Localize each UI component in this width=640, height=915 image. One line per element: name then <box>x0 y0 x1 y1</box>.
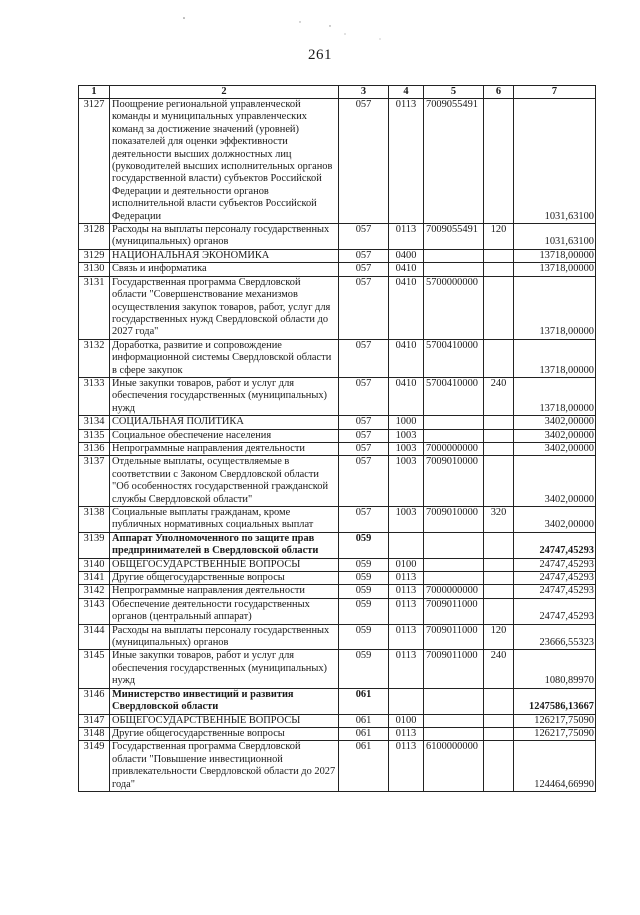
table-row <box>79 249 596 262</box>
row-admin-code: 059 <box>339 650 389 688</box>
row-target-article: 7000000000 <box>424 585 484 598</box>
row-expense-type: 320 <box>484 507 514 533</box>
row-expense-type <box>484 598 514 624</box>
table-row <box>79 624 596 650</box>
row-amount: 3402,00000 <box>514 507 596 533</box>
row-amount: 1080,89970 <box>514 650 596 688</box>
row-name: Обеспечение деятельности государственных органов (центральный аппарат) <box>110 598 339 624</box>
row-section-code: 0410 <box>389 276 424 339</box>
row-amount: 24747,45293 <box>514 585 596 598</box>
table-row <box>79 558 596 571</box>
row-section-code: 1003 <box>389 507 424 533</box>
row-expense-type: 120 <box>484 224 514 250</box>
row-target-article: 7009011000 <box>424 598 484 624</box>
row-admin-code: 059 <box>339 598 389 624</box>
col-header-6: 6 <box>484 86 514 99</box>
row-section-code: 0113 <box>389 741 424 792</box>
row-amount: 126217,75090 <box>514 714 596 727</box>
row-number: 3132 <box>79 339 110 377</box>
table-row <box>79 714 596 727</box>
row-expense-type <box>484 442 514 455</box>
row-admin-code: 059 <box>339 624 389 650</box>
row-target-article: 5700410000 <box>424 377 484 415</box>
row-amount: 126217,75090 <box>514 727 596 740</box>
row-section-code: 0100 <box>389 558 424 571</box>
row-amount: 24747,45293 <box>514 532 596 558</box>
table-row <box>79 572 596 585</box>
row-target-article: 7009011000 <box>424 650 484 688</box>
row-section-code <box>389 688 424 714</box>
row-target-article: 7009055491 <box>424 99 484 224</box>
row-section-code: 0113 <box>389 727 424 740</box>
row-admin-code: 057 <box>339 224 389 250</box>
row-number: 3149 <box>79 741 110 792</box>
row-expense-type <box>484 585 514 598</box>
row-section-code: 0113 <box>389 585 424 598</box>
row-name: Расходы на выплаты персоналу государственных (муниципальных) органов <box>110 224 339 250</box>
row-expense-type <box>484 249 514 262</box>
row-section-code: 1003 <box>389 456 424 507</box>
row-section-code: 1000 <box>389 416 424 429</box>
row-admin-code: 061 <box>339 714 389 727</box>
row-section-code: 0113 <box>389 572 424 585</box>
row-target-article <box>424 558 484 571</box>
row-number: 3147 <box>79 714 110 727</box>
col-header-3: 3 <box>339 86 389 99</box>
row-expense-type <box>484 727 514 740</box>
row-section-code: 0113 <box>389 99 424 224</box>
table-row <box>79 429 596 442</box>
row-expense-type <box>484 558 514 571</box>
row-number: 3143 <box>79 598 110 624</box>
table-row <box>79 339 596 377</box>
row-name: Расходы на выплаты персоналу государственных (муниципальных) органов <box>110 624 339 650</box>
table-row <box>79 532 596 558</box>
table-row <box>79 585 596 598</box>
row-section-code: 0113 <box>389 624 424 650</box>
row-admin-code: 057 <box>339 456 389 507</box>
row-amount: 24747,45293 <box>514 558 596 571</box>
col-header-4: 4 <box>389 86 424 99</box>
row-name: Непрограммные направления деятельности <box>110 585 339 598</box>
row-admin-code: 061 <box>339 741 389 792</box>
row-name: Связь и информатика <box>110 263 339 276</box>
table-row <box>79 99 596 224</box>
table-row <box>79 224 596 250</box>
row-target-article <box>424 249 484 262</box>
row-name: ОБЩЕГОСУДАРСТВЕННЫЕ ВОПРОСЫ <box>110 714 339 727</box>
row-section-code: 0410 <box>389 377 424 415</box>
row-name: СОЦИАЛЬНАЯ ПОЛИТИКА <box>110 416 339 429</box>
row-number: 3140 <box>79 558 110 571</box>
table-row <box>79 377 596 415</box>
row-number: 3133 <box>79 377 110 415</box>
row-target-article <box>424 688 484 714</box>
row-name: Государственная программа Свердловской области "Повышение инвестиционной привлекательности Свердловской области до 2027 года" <box>110 741 339 792</box>
row-number: 3141 <box>79 572 110 585</box>
table-row <box>79 598 596 624</box>
row-number: 3127 <box>79 99 110 224</box>
table-row <box>79 276 596 339</box>
row-number: 3129 <box>79 249 110 262</box>
row-number: 3137 <box>79 456 110 507</box>
row-amount: 124464,66990 <box>514 741 596 792</box>
row-target-article: 5700000000 <box>424 276 484 339</box>
row-admin-code: 057 <box>339 276 389 339</box>
row-admin-code: 057 <box>339 442 389 455</box>
row-number: 3131 <box>79 276 110 339</box>
row-admin-code: 061 <box>339 688 389 714</box>
row-expense-type <box>484 456 514 507</box>
col-header-2: 2 <box>110 86 339 99</box>
row-admin-code: 059 <box>339 532 389 558</box>
page-number: 261 <box>308 47 332 63</box>
row-amount: 23666,55323 <box>514 624 596 650</box>
row-expense-type <box>484 416 514 429</box>
row-section-code: 0113 <box>389 224 424 250</box>
row-amount: 13718,00000 <box>514 249 596 262</box>
row-admin-code: 059 <box>339 558 389 571</box>
row-amount: 13718,00000 <box>514 263 596 276</box>
row-number: 3130 <box>79 263 110 276</box>
row-target-article: 5700410000 <box>424 339 484 377</box>
row-name: Аппарат Уполномоченного по защите прав предпринимателей в Свердловской области <box>110 532 339 558</box>
row-admin-code: 061 <box>339 727 389 740</box>
row-expense-type <box>484 99 514 224</box>
row-name: ОБЩЕГОСУДАРСТВЕННЫЕ ВОПРОСЫ <box>110 558 339 571</box>
row-expense-type <box>484 688 514 714</box>
row-amount: 3402,00000 <box>514 456 596 507</box>
row-target-article <box>424 429 484 442</box>
row-target-article: 6100000000 <box>424 741 484 792</box>
row-admin-code: 057 <box>339 99 389 224</box>
row-section-code: 0410 <box>389 263 424 276</box>
table-row <box>79 456 596 507</box>
row-admin-code: 057 <box>339 249 389 262</box>
row-target-article <box>424 727 484 740</box>
col-header-5: 5 <box>424 86 484 99</box>
col-header-7: 7 <box>514 86 596 99</box>
row-name: Государственная программа Свердловской области "Совершенствование механизмов осуществления закупок товаров, работ, услуг для государственных нужд Свердловской области до 2027 года" <box>110 276 339 339</box>
row-name: Поощрение региональной управленческой команды и муниципальных управленческих команд за достижение значений (уровней) показателей для оценки эффективности деятельности высших должностных лиц (руководителей высших исполнительных органов государственной власти) субъектов Российской Федерации и деятельности органов исполнительной власти субъектов Российской Федерации <box>110 99 339 224</box>
scan-specks <box>180 14 430 44</box>
row-target-article: 7009010000 <box>424 456 484 507</box>
table-row <box>79 650 596 688</box>
row-number: 3134 <box>79 416 110 429</box>
row-expense-type <box>484 429 514 442</box>
row-section-code: 0410 <box>389 339 424 377</box>
row-admin-code: 059 <box>339 585 389 598</box>
row-admin-code: 057 <box>339 416 389 429</box>
row-section-code <box>389 532 424 558</box>
row-amount: 13718,00000 <box>514 339 596 377</box>
col-header-1: 1 <box>79 86 110 99</box>
row-amount: 24747,45293 <box>514 598 596 624</box>
row-section-code: 1003 <box>389 442 424 455</box>
row-expense-type <box>484 276 514 339</box>
row-expense-type <box>484 263 514 276</box>
row-admin-code: 057 <box>339 429 389 442</box>
row-expense-type: 240 <box>484 650 514 688</box>
row-number: 3142 <box>79 585 110 598</box>
row-section-code: 0400 <box>389 249 424 262</box>
table-row <box>79 507 596 533</box>
row-name: Отдельные выплаты, осуществляемые в соответствии с Законом Свердловской области "Об особенностях государственной гражданской службы Свердловской области" <box>110 456 339 507</box>
row-target-article: 7009011000 <box>424 624 484 650</box>
row-number: 3145 <box>79 650 110 688</box>
row-target-article <box>424 714 484 727</box>
row-amount: 1031,63100 <box>514 99 596 224</box>
row-name: Непрограммные направления деятельности <box>110 442 339 455</box>
row-name: Министерство инвестиций и развития Свердловской области <box>110 688 339 714</box>
row-expense-type: 120 <box>484 624 514 650</box>
row-name: Иные закупки товаров, работ и услуг для обеспечения государственных (муниципальных) нужд <box>110 377 339 415</box>
row-target-article <box>424 572 484 585</box>
row-target-article: 7009055491 <box>424 224 484 250</box>
row-target-article: 7000000000 <box>424 442 484 455</box>
row-name: Социальные выплаты гражданам, кроме публичных нормативных социальных выплат <box>110 507 339 533</box>
row-number: 3139 <box>79 532 110 558</box>
row-expense-type <box>484 714 514 727</box>
row-admin-code: 057 <box>339 507 389 533</box>
row-admin-code: 057 <box>339 377 389 415</box>
row-section-code: 0100 <box>389 714 424 727</box>
table-body <box>79 99 596 792</box>
row-expense-type <box>484 572 514 585</box>
row-number: 3135 <box>79 429 110 442</box>
row-admin-code: 057 <box>339 263 389 276</box>
row-amount: 1247586,13667 <box>514 688 596 714</box>
row-target-article <box>424 263 484 276</box>
row-section-code: 0113 <box>389 650 424 688</box>
row-number: 3144 <box>79 624 110 650</box>
row-amount: 3402,00000 <box>514 416 596 429</box>
table-row <box>79 263 596 276</box>
row-amount: 3402,00000 <box>514 442 596 455</box>
row-amount: 1031,63100 <box>514 224 596 250</box>
row-admin-code: 059 <box>339 572 389 585</box>
row-expense-type <box>484 339 514 377</box>
row-amount: 13718,00000 <box>514 377 596 415</box>
row-name: Иные закупки товаров, работ и услуг для обеспечения государственных (муниципальных) нужд <box>110 650 339 688</box>
row-section-code: 0113 <box>389 598 424 624</box>
row-amount: 24747,45293 <box>514 572 596 585</box>
table-row <box>79 727 596 740</box>
header-row <box>79 86 596 99</box>
row-name: Другие общегосударственные вопросы <box>110 727 339 740</box>
row-name: Другие общегосударственные вопросы <box>110 572 339 585</box>
table-row <box>79 688 596 714</box>
table-row <box>79 741 596 792</box>
row-name: НАЦИОНАЛЬНАЯ ЭКОНОМИКА <box>110 249 339 262</box>
row-expense-type <box>484 741 514 792</box>
row-name: Доработка, развитие и сопровождение информационной системы Свердловской области в сфере закупок <box>110 339 339 377</box>
row-number: 3138 <box>79 507 110 533</box>
row-amount: 3402,00000 <box>514 429 596 442</box>
row-target-article: 7009010000 <box>424 507 484 533</box>
row-number: 3128 <box>79 224 110 250</box>
budget-table <box>78 85 596 792</box>
table-row <box>79 442 596 455</box>
row-number: 3136 <box>79 442 110 455</box>
row-number: 3146 <box>79 688 110 714</box>
row-expense-type: 240 <box>484 377 514 415</box>
row-section-code: 1003 <box>389 429 424 442</box>
row-amount: 13718,00000 <box>514 276 596 339</box>
row-name: Социальное обеспечение населения <box>110 429 339 442</box>
row-admin-code: 057 <box>339 339 389 377</box>
row-target-article <box>424 416 484 429</box>
row-number: 3148 <box>79 727 110 740</box>
row-expense-type <box>484 532 514 558</box>
row-target-article <box>424 532 484 558</box>
table-row <box>79 416 596 429</box>
